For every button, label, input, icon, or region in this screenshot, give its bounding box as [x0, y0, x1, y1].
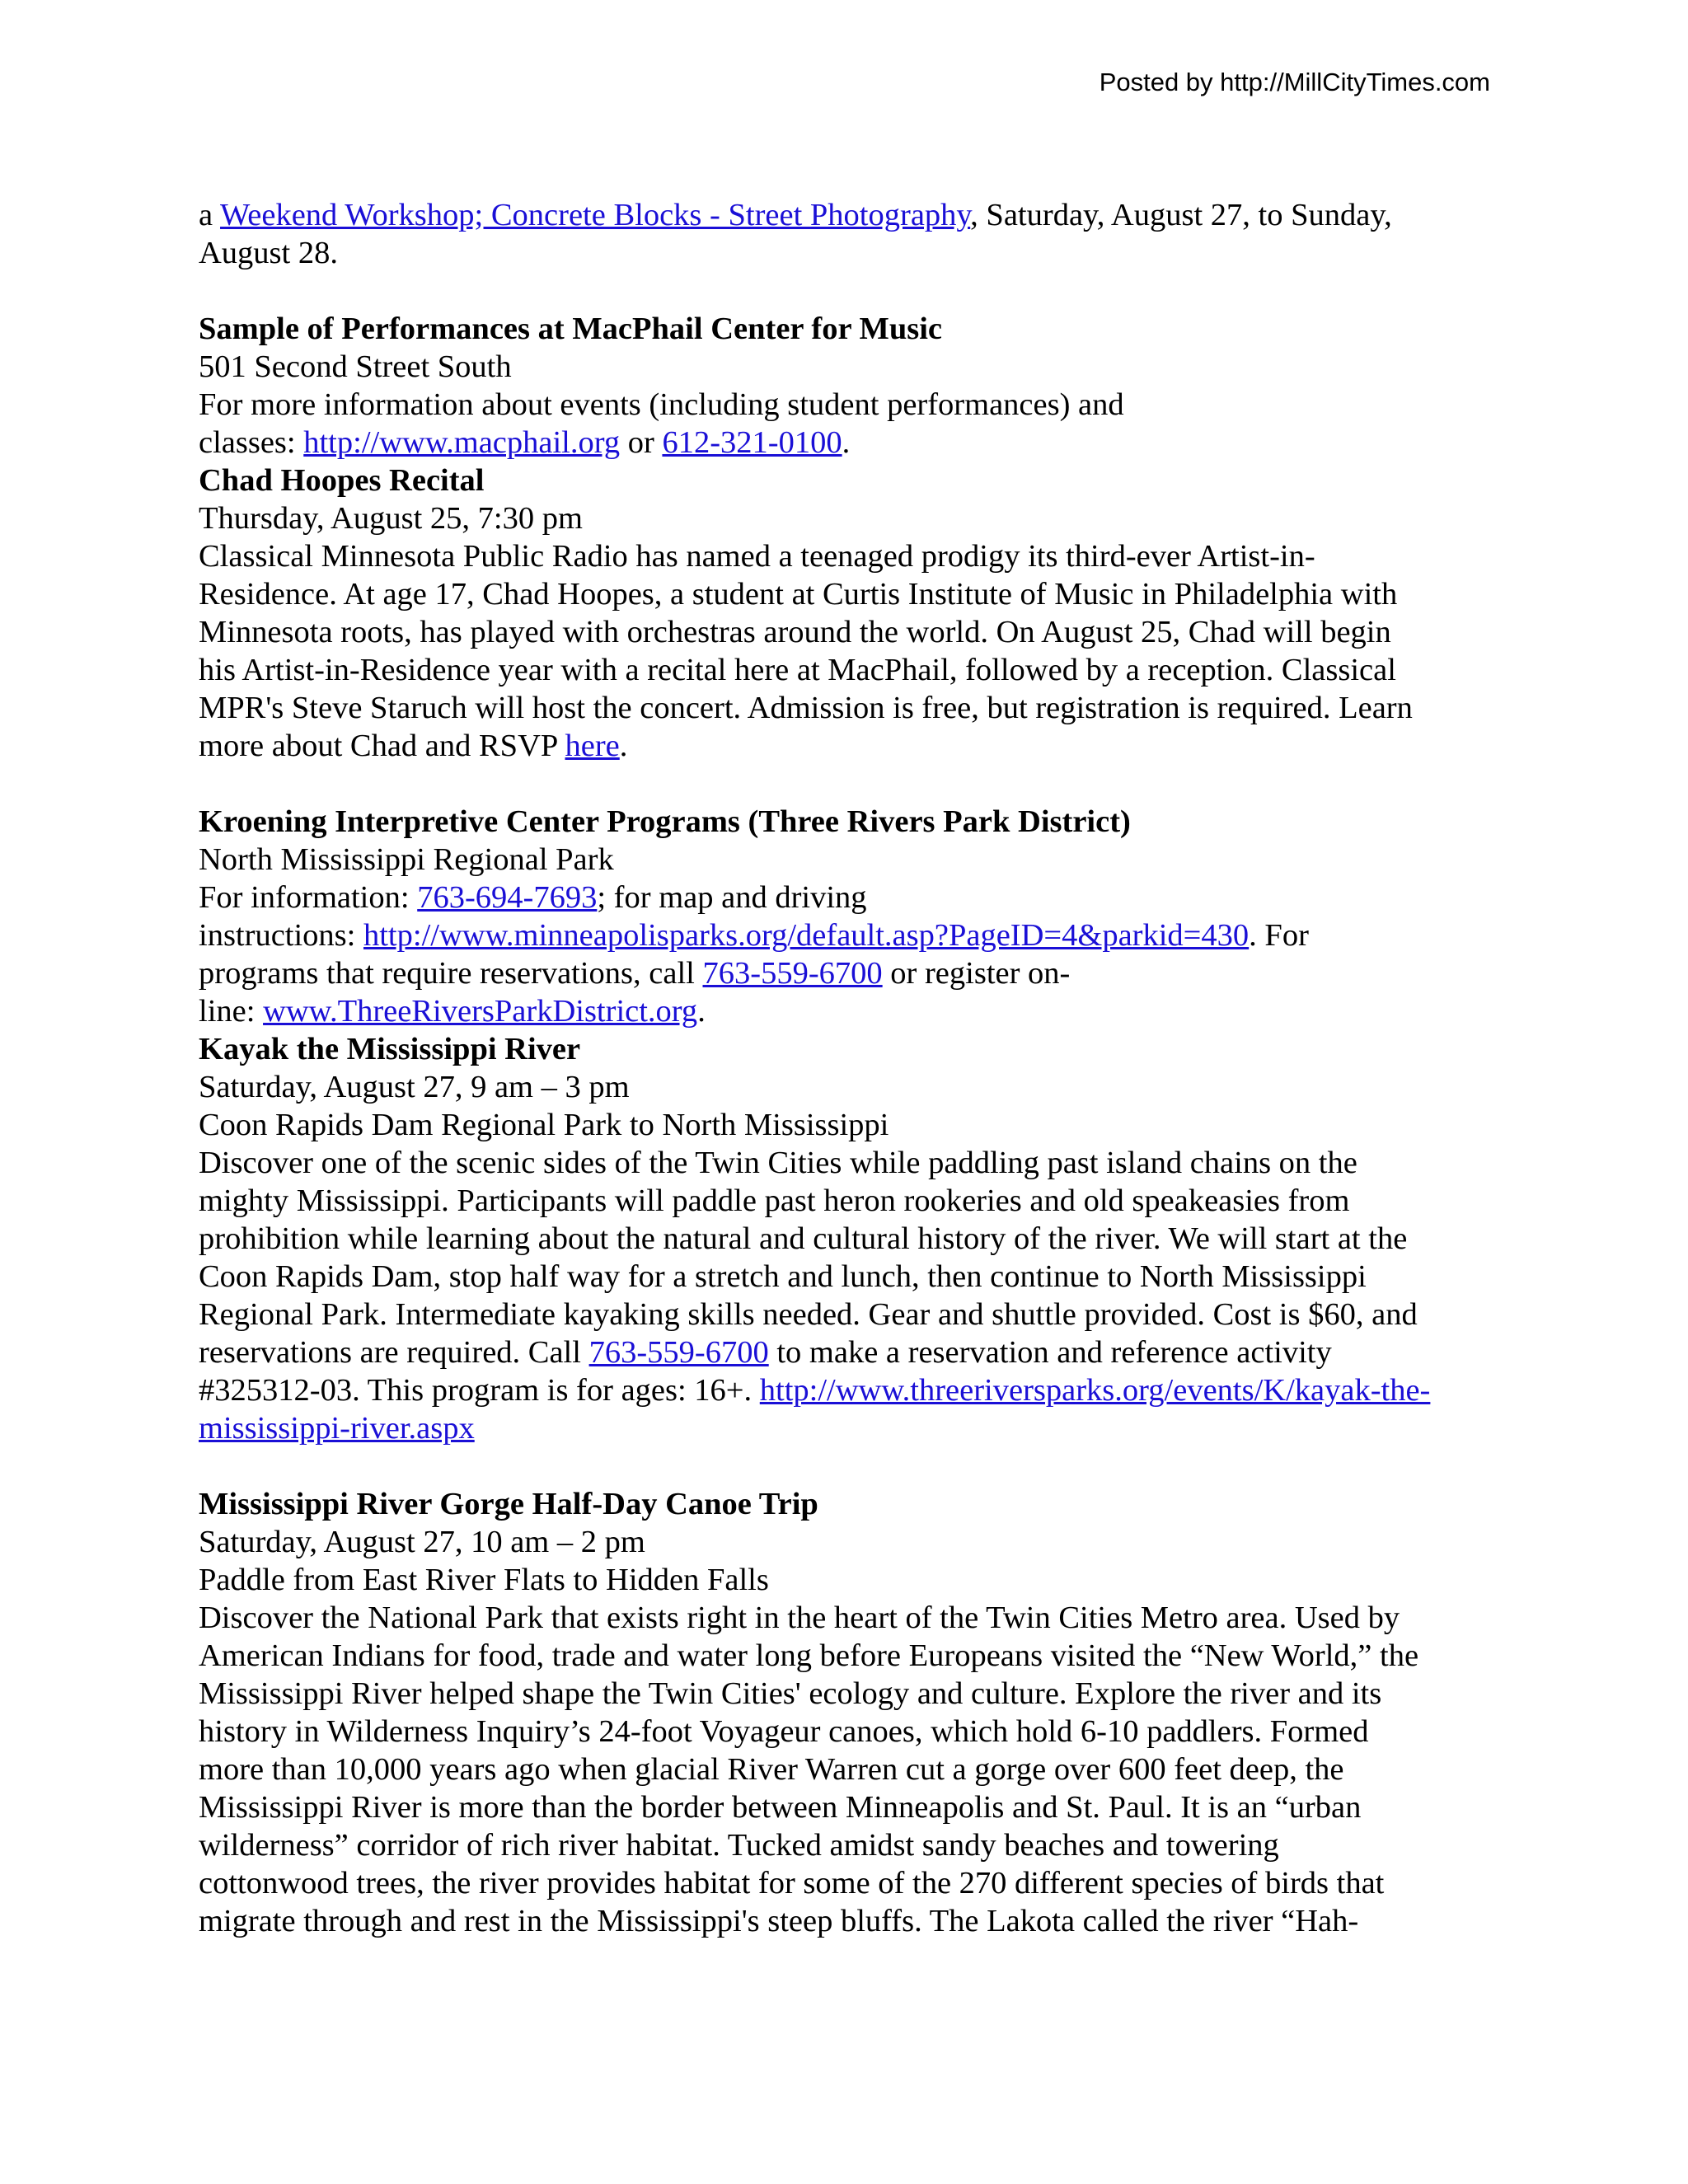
kroening-programs-line [199, 954, 1517, 992]
kayak-text-line: Regional Park. Intermediate kayaking skills needed. Gear and shuttle provided. Cost is $60, and [199, 1297, 1418, 1332]
period: . [842, 425, 851, 460]
kayak-activity-line [199, 1371, 1517, 1409]
kayak-route: Coon Rapids Dam Regional Park to North Mississippi [199, 1108, 889, 1142]
chad-heading: Chad Hoopes Recital [199, 463, 485, 498]
kayak-phone-link[interactable]: 763-559-6700 [588, 1335, 769, 1370]
intro-line-1 [199, 196, 1517, 234]
kayak-event-link[interactable]: http://www.threeriversparks.org/events/K/kayak-the- [759, 1373, 1431, 1408]
chad-text-line: MPR's Steve Staruch will host the concert. Admission is free, but registration is required. Learn [199, 691, 1413, 725]
macphail-phone-link[interactable]: 612-321-0100 [662, 425, 842, 460]
canoe-heading: Mississippi River Gorge Half-Day Canoe Trip [199, 1487, 818, 1521]
document-body [199, 196, 1517, 1940]
macphail-address: 501 Second Street South [199, 349, 512, 384]
intro-lead: a [199, 198, 221, 232]
kroening-online-prefix: line: [199, 994, 264, 1029]
kroening-info-mid: ; for map and driving [597, 880, 867, 915]
intro-line-2: August 28. [199, 236, 338, 270]
canoe-text-line: cottonwood trees, the river provides habitat for some of the 270 different species of birds that [199, 1866, 1385, 1900]
macphail-heading: Sample of Performances at MacPhail Center for Music [199, 312, 943, 346]
workshop-link[interactable]: Weekend Workshop; Concrete Blocks - Street Photography [220, 198, 971, 232]
chad-rsvp-link[interactable]: here [565, 729, 620, 763]
paragraph-gap [199, 1447, 1517, 1485]
canoe-text-line: history in Wilderness Inquiry’s 24-foot Voyageur canoes, which hold 6-10 paddlers. Formed [199, 1714, 1369, 1749]
macphail-info-line: For more information about events (including student performances) and [199, 387, 1124, 422]
period: . [619, 729, 628, 763]
kayak-text-line: mighty Mississippi. Participants will paddle past heron rookeries and old speakeasies from [199, 1183, 1350, 1218]
paragraph-gap [199, 765, 1517, 803]
kroening-instructions-line [199, 916, 1517, 954]
or-text: or [620, 425, 663, 460]
kroening-phone-link[interactable]: 763-694-7693 [417, 880, 598, 915]
period: . [697, 994, 706, 1029]
chad-rsvp-line [199, 727, 1517, 765]
canoe-text-line: Discover the National Park that exists right in the heart of the Twin Cities Metro area. Used by [199, 1601, 1400, 1635]
chad-date: Thursday, August 25, 7:30 pm [199, 501, 583, 536]
macphail-site-link[interactable]: http://www.macphail.org [303, 425, 621, 460]
macphail-contact-line [199, 424, 1517, 462]
kayak-text-line: Coon Rapids Dam, stop half way for a stretch and lunch, then continue to North Mississippi [199, 1259, 1367, 1294]
kayak-event-link-continued[interactable]: mississippi-river.aspx [199, 1411, 475, 1446]
kayak-call-suffix: to make a reservation and reference activity [768, 1335, 1332, 1370]
kayak-event-link-line-2 [199, 1409, 1517, 1447]
kayak-text-line: prohibition while learning about the natural and cultural history of the river. We will start at the [199, 1221, 1408, 1256]
kayak-text-line: Discover one of the scenic sides of the Twin Cities while paddling past island chains on the [199, 1146, 1357, 1180]
kroening-instr-suffix: . For [1249, 918, 1309, 953]
canoe-text-line: Mississippi River is more than the border between Minneapolis and St. Paul. It is an “urban [199, 1790, 1362, 1825]
kroening-programs-prefix: programs that require reservations, call [199, 956, 703, 991]
canoe-text-line: more than 10,000 years ago when glacial River Warren cut a gorge over 600 feet deep, the [199, 1752, 1344, 1787]
kayak-call-prefix: reservations are required. Call [199, 1335, 589, 1370]
canoe-text-line: American Indians for food, trade and water long before Europeans visited the “New World,” the [199, 1638, 1419, 1673]
kroening-info-line [199, 879, 1517, 916]
kayak-date: Saturday, August 27, 9 am – 3 pm [199, 1070, 630, 1104]
canoe-text-line: wilderness” corridor of rich river habitat. Tucked amidst sandy beaches and towering [199, 1828, 1279, 1863]
kroening-programs-suffix: or register on- [882, 956, 1071, 991]
paragraph-gap [199, 272, 1517, 310]
kroening-reservation-phone-link[interactable]: 763-559-6700 [702, 956, 883, 991]
intro-tail: , Saturday, August 27, to Sunday, [970, 198, 1392, 232]
kroening-location: North Mississippi Regional Park [199, 842, 614, 877]
kroening-site-link[interactable]: www.ThreeRiversParkDistrict.org [263, 994, 698, 1029]
kroening-info-prefix: For information: [199, 880, 418, 915]
chad-text-line: Classical Minnesota Public Radio has named a teenaged prodigy its third-ever Artist-in- [199, 539, 1315, 574]
kayak-activity-prefix: #325312-03. This program is for ages: 16+. [199, 1373, 760, 1408]
canoe-text-line: migrate through and rest in the Mississippi's steep bluffs. The Lakota called the river “Hah- [199, 1904, 1359, 1938]
macphail-info-prefix: classes: [199, 425, 304, 460]
chad-text-line: his Artist-in-Residence year with a recital here at MacPhail, followed by a reception. Classical [199, 653, 1396, 687]
posted-by-header: Posted by http://MillCityTimes.com [1099, 68, 1490, 96]
canoe-date: Saturday, August 27, 10 am – 2 pm [199, 1525, 645, 1559]
kroening-instr-prefix: instructions: [199, 918, 363, 953]
canoe-text-line: Mississippi River helped shape the Twin Cities' ecology and culture. Explore the river and its [199, 1676, 1382, 1711]
chad-text-line: Minnesota roots, has played with orchestras around the world. On August 25, Chad will begin [199, 615, 1391, 649]
chad-rsvp-prefix: more about Chad and RSVP [199, 729, 565, 763]
kroening-map-link[interactable]: http://www.minneapolisparks.org/default.asp?PageID=4&parkid=430 [363, 918, 1250, 953]
kayak-call-line [199, 1333, 1517, 1371]
kroening-heading: Kroening Interpretive Center Programs (Three Rivers Park District) [199, 804, 1131, 839]
kayak-heading: Kayak the Mississippi River [199, 1032, 581, 1066]
kroening-online-line [199, 992, 1517, 1030]
chad-text-line: Residence. At age 17, Chad Hoopes, a student at Curtis Institute of Music in Philadelphia with [199, 577, 1398, 612]
canoe-route: Paddle from East River Flats to Hidden Falls [199, 1563, 769, 1597]
